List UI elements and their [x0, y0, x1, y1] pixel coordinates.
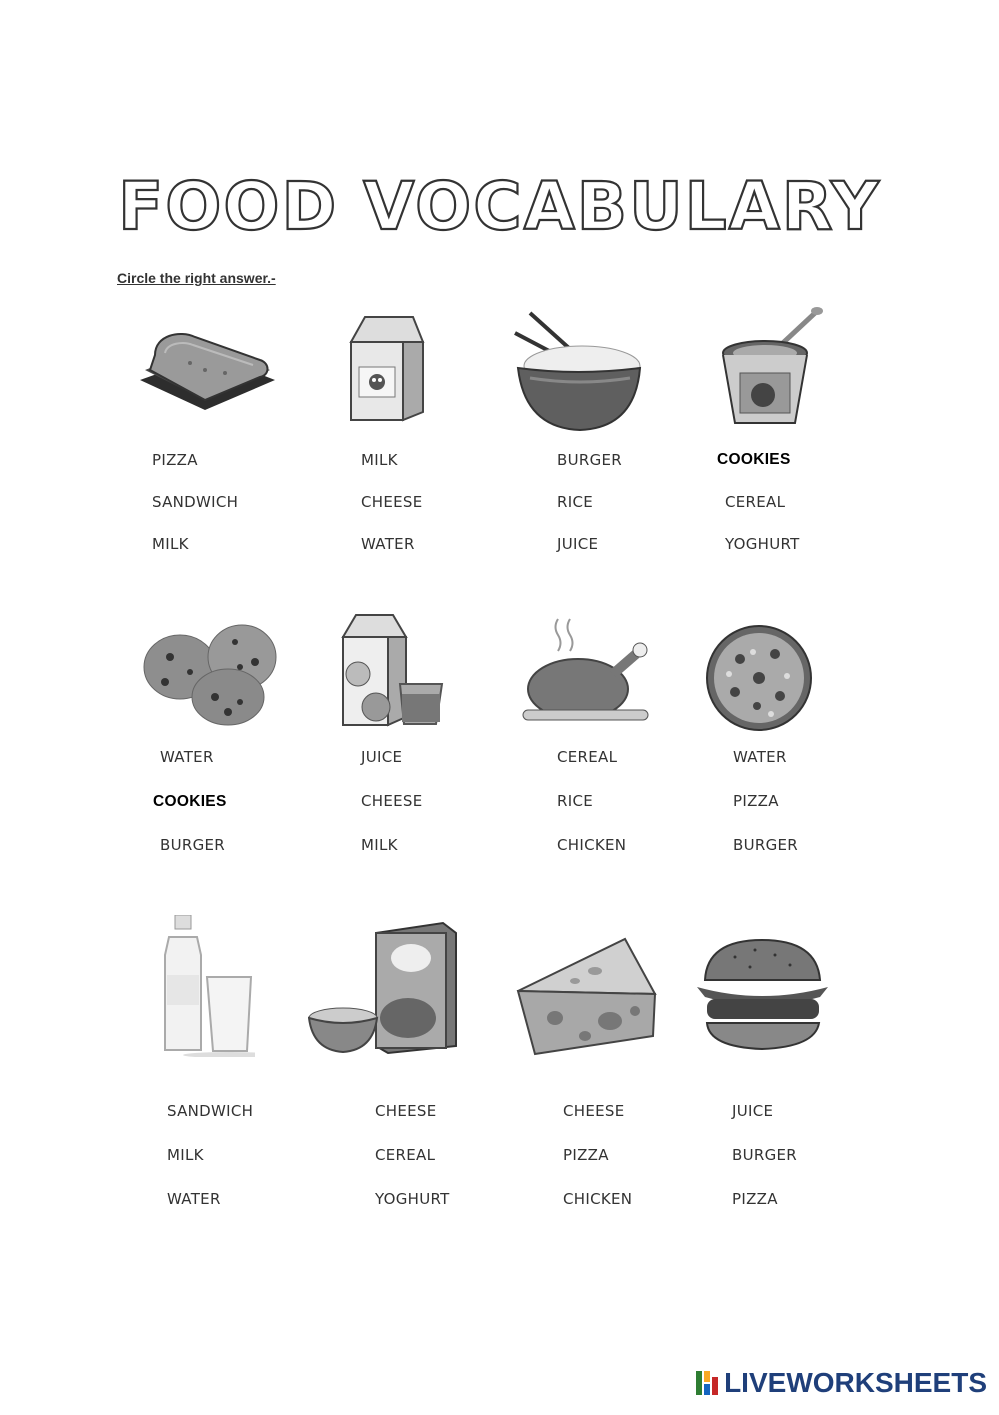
water-icon — [155, 915, 255, 1057]
instruction-text: Circle the right answer.- — [117, 270, 276, 286]
option-12-1[interactable]: JUICE — [732, 1102, 774, 1120]
liveworksheets-brand-text: LIVEWORKSHEETS — [724, 1367, 987, 1398]
option-3-3[interactable]: JUICE — [557, 535, 599, 553]
burger-icon — [695, 935, 830, 1055]
option-5-2[interactable]: COOKIES — [153, 793, 227, 810]
option-7-2[interactable]: RICE — [557, 792, 593, 810]
option-10-1[interactable]: CHEESE — [375, 1102, 437, 1120]
option-8-1[interactable]: WATER — [733, 748, 787, 766]
option-8-3[interactable]: BURGER — [733, 836, 799, 854]
option-2-1[interactable]: MILK — [361, 451, 398, 469]
option-11-1[interactable]: CHEESE — [563, 1102, 625, 1120]
option-5-3[interactable]: BURGER — [160, 836, 226, 854]
option-11-2[interactable]: PIZZA — [563, 1146, 609, 1164]
option-6-3[interactable]: MILK — [361, 836, 398, 854]
yoghurt-icon — [715, 305, 825, 430]
option-7-1[interactable]: CEREAL — [557, 748, 618, 766]
option-6-1[interactable]: JUICE — [361, 748, 403, 766]
option-5-1[interactable]: WATER — [160, 748, 214, 766]
rice-bowl-icon — [510, 308, 645, 433]
milk-carton-icon — [343, 312, 428, 424]
cookies-icon — [140, 612, 280, 727]
option-2-2[interactable]: CHEESE — [361, 493, 423, 511]
option-9-1[interactable]: SANDWICH — [167, 1102, 254, 1120]
option-1-1[interactable]: PIZZA — [152, 451, 198, 469]
option-10-2[interactable]: CEREAL — [375, 1146, 436, 1164]
option-9-2[interactable]: MILK — [167, 1146, 204, 1164]
page-title: FOOD VOCABULARY — [118, 168, 881, 245]
liveworksheets-logo — [696, 1367, 987, 1399]
juice-icon — [338, 612, 448, 730]
option-1-2[interactable]: SANDWICH — [152, 493, 239, 511]
cheese-icon — [515, 936, 660, 1058]
option-4-3[interactable]: YOGHURT — [725, 535, 800, 553]
option-4-1[interactable]: COOKIES — [717, 451, 791, 468]
option-7-3[interactable]: CHICKEN — [557, 836, 627, 854]
pizza-icon — [705, 624, 813, 732]
option-1-3[interactable]: MILK — [152, 535, 189, 553]
sandwich-icon — [135, 325, 280, 415]
option-12-3[interactable]: PIZZA — [732, 1190, 778, 1208]
option-12-2[interactable]: BURGER — [732, 1146, 798, 1164]
option-8-2[interactable]: PIZZA — [733, 792, 779, 810]
option-9-3[interactable]: WATER — [167, 1190, 221, 1208]
chicken-icon — [518, 614, 653, 729]
option-6-2[interactable]: CHEESE — [361, 792, 423, 810]
option-4-2[interactable]: CEREAL — [725, 493, 786, 511]
liveworksheets-logo-icon — [696, 1369, 718, 1397]
option-3-1[interactable]: BURGER — [557, 451, 623, 469]
cereal-icon — [308, 918, 458, 1058]
option-2-3[interactable]: WATER — [361, 535, 415, 553]
option-3-2[interactable]: RICE — [557, 493, 593, 511]
option-10-3[interactable]: YOGHURT — [375, 1190, 450, 1208]
option-11-3[interactable]: CHICKEN — [563, 1190, 633, 1208]
